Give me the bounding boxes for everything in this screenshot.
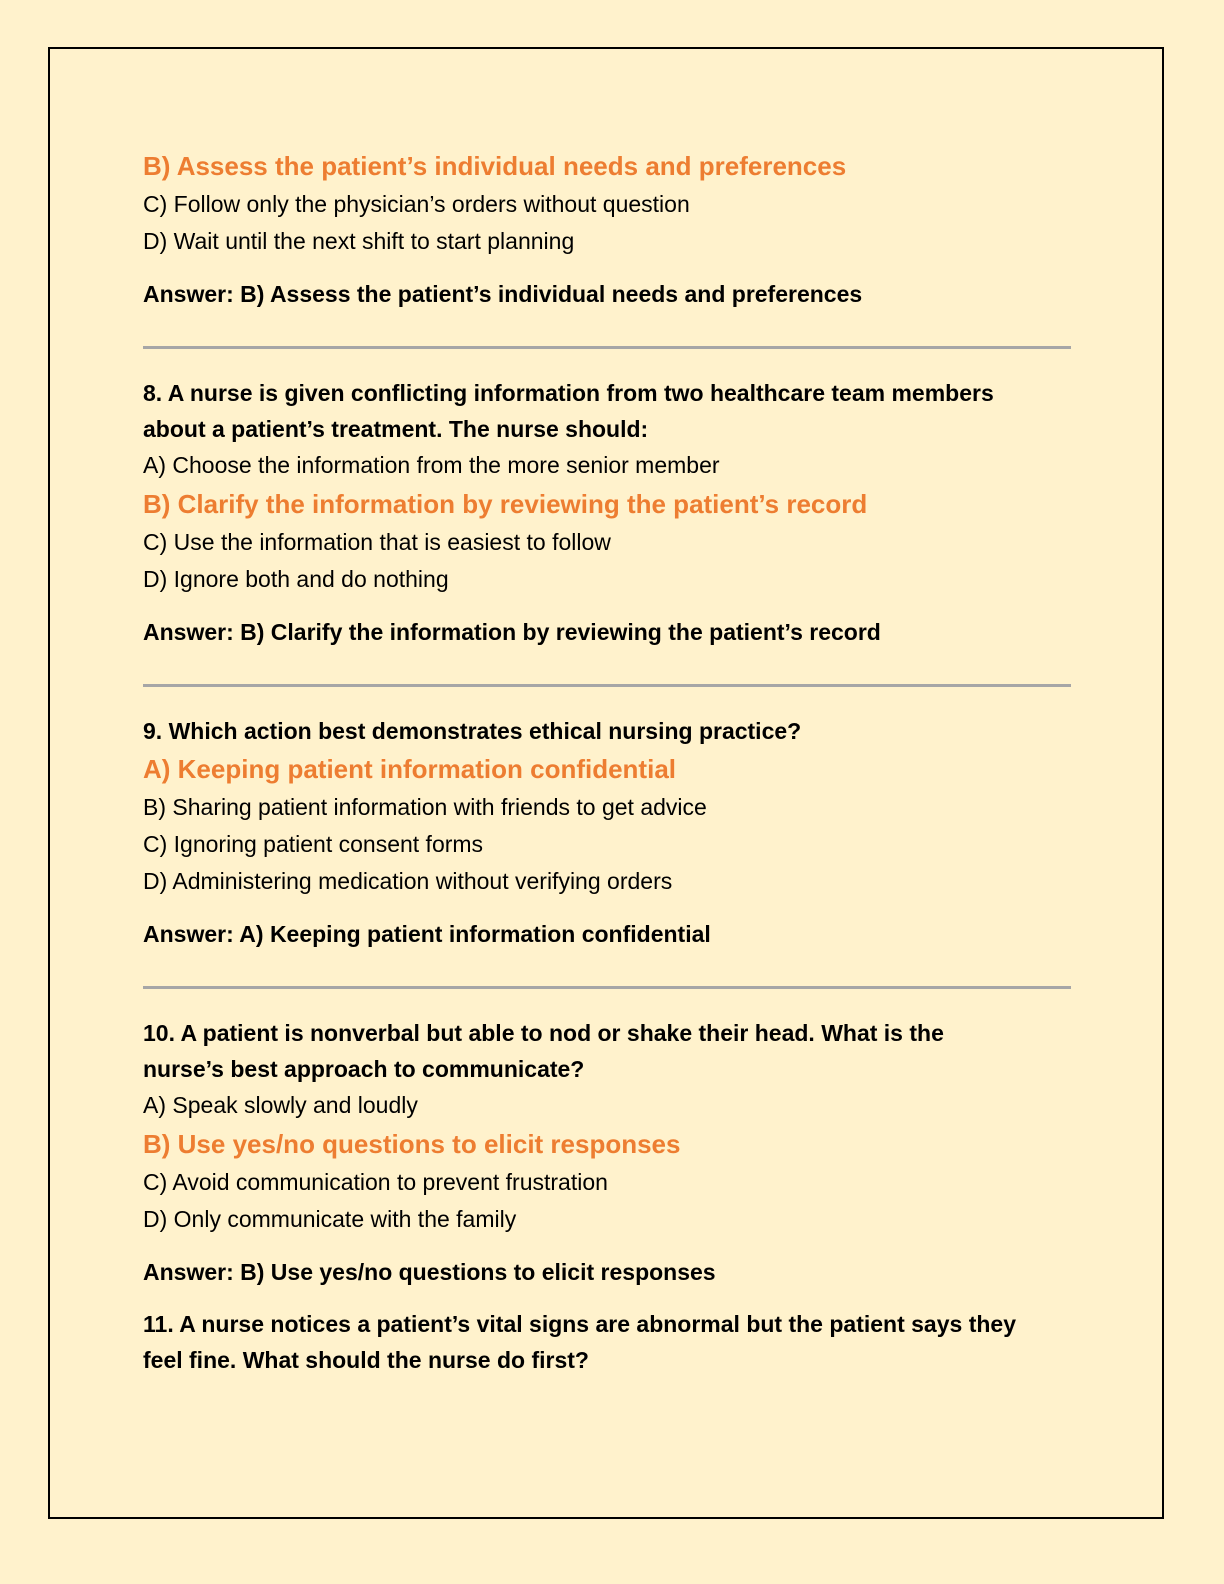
option: A) Choose the information from the more senior member: [143, 452, 720, 478]
question-11-block: [143, 1306, 1078, 1378]
question-text: nurse’s best approach to communicate?: [143, 1056, 585, 1082]
option: D) Administering medication without verifying orders: [143, 868, 673, 894]
option-correct: A) Keeping patient information confidential: [143, 754, 676, 784]
question-text: 8. A nurse is given conflicting information from two healthcare team members: [143, 380, 994, 406]
answer-line: Answer: B) Clarify the information by reviewing the patient’s record: [143, 619, 881, 645]
option-correct: B) Clarify the information by reviewing the patient’s record: [143, 489, 868, 519]
option: B) Sharing patient information with friends to get advice: [143, 794, 707, 820]
question-text: about a patient’s treatment. The nurse should:: [143, 416, 649, 442]
option: D) Wait until the next shift to start planning: [143, 228, 575, 254]
question-text: 10. A patient is nonverbal but able to nod or shake their head. What is the: [143, 1020, 944, 1046]
quiz-content: [143, 146, 1078, 1378]
question-text: 11. A nurse notices a patient’s vital signs are abnormal but the patient says they: [143, 1311, 1016, 1337]
question-7-block: [143, 146, 1078, 312]
question-9-block: [143, 713, 1078, 952]
option-correct: B) Use yes/no questions to elicit responses: [143, 1129, 681, 1159]
option: C) Use the information that is easiest to follow: [143, 529, 611, 555]
option: C) Avoid communication to prevent frustration: [143, 1169, 608, 1195]
question-8-block: [143, 375, 1078, 650]
option: D) Only communicate with the family: [143, 1206, 517, 1232]
section-divider: [143, 346, 1071, 349]
answer-line: Answer: A) Keeping patient information confidential: [143, 921, 711, 947]
question-text: 9. Which action best demonstrates ethical nursing practice?: [143, 718, 802, 744]
section-divider: [143, 986, 1071, 989]
answer-line: Answer: B) Use yes/no questions to elicit responses: [143, 1259, 716, 1285]
option: C) Ignoring patient consent forms: [143, 831, 484, 857]
question-text: feel fine. What should the nurse do first?: [143, 1347, 589, 1373]
section-divider: [143, 684, 1071, 687]
answer-line: Answer: B) Assess the patient’s individual needs and preferences: [143, 281, 863, 307]
option: A) Speak slowly and loudly: [143, 1092, 418, 1118]
question-10-block: [143, 1015, 1078, 1290]
option: C) Follow only the physician’s orders without question: [143, 191, 690, 217]
option: D) Ignore both and do nothing: [143, 566, 449, 592]
option-correct: B) Assess the patient’s individual needs and preferences: [143, 151, 847, 181]
